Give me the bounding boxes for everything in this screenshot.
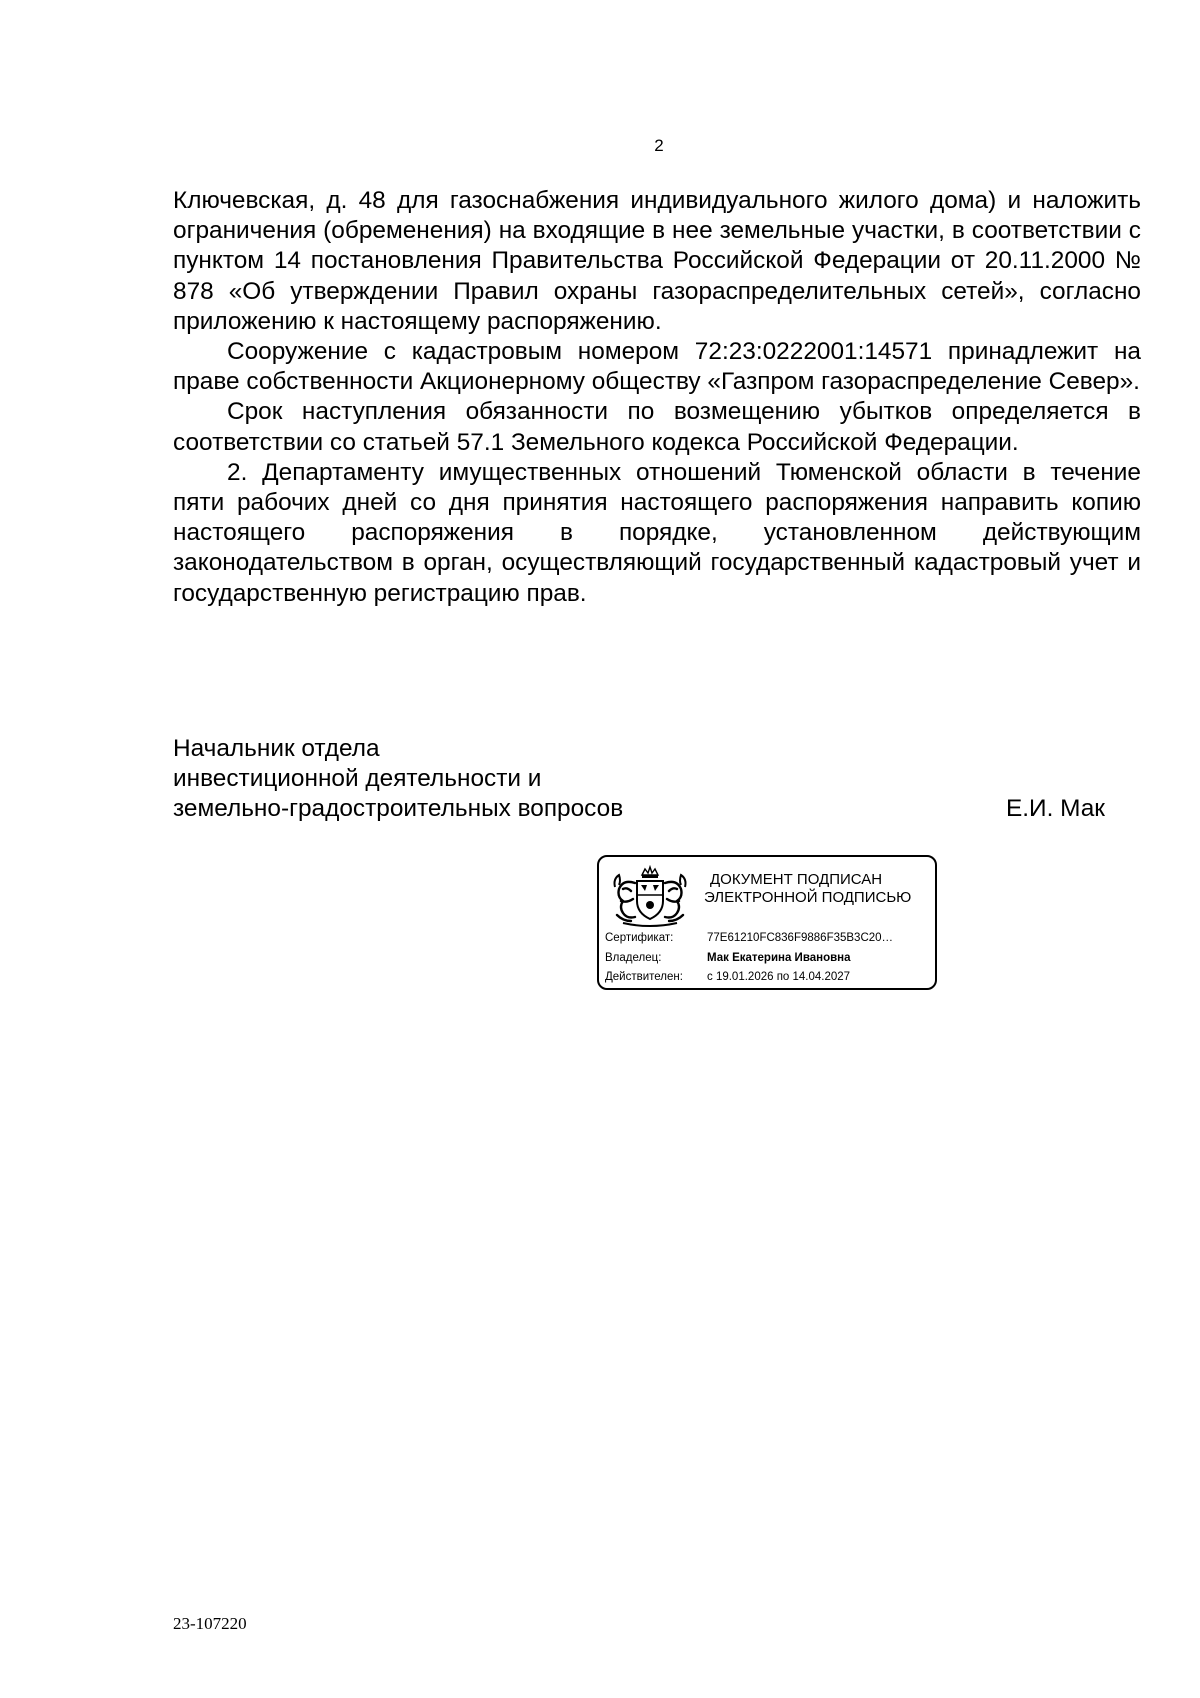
valid-label: Действителен:: [605, 971, 683, 983]
position-line-3: земельно-градостроительных вопросов: [173, 795, 624, 823]
paragraph-item-2: 2. Департаменту имущественных отношений Тюменской области в течение пяти рабочих дней со дня принятия настоящего распоряжения направить копию настоящего распоряжения в порядке, установленном действующим законодательством в орган, осуществляющий государственный кадастровый учет и государственную регистрацию прав.: [173, 458, 1141, 607]
valid-value: с 19.01.2026 по 14.04.2027: [707, 971, 851, 983]
certificate-label: Сертификат:: [605, 932, 674, 944]
stamp-certificate-row: [605, 931, 893, 945]
paragraph-damages-term: Срок наступления обязанности по возмещению убытков определяется в соответствии со статьей 57.1 Земельного кодекса Российской Федерации.: [173, 398, 1141, 456]
position-line-2: инвестиционной деятельности и: [173, 765, 542, 793]
certificate-value: 77E61210FC836F9886F35B3C20…: [707, 932, 894, 944]
stamp-owner-row: [605, 951, 851, 965]
position-line-1: Начальник отдела: [173, 735, 380, 762]
paragraph-continuation: Ключевская, д. 48 для газоснабжения индивидуального жилого дома) и наложить ограничения (обременения) на входящие в нее земельные участки, в соответствии с пунктом 14 постановления Правительства Российской Федерации от 20.11.2000 № 878 «Об утверждении Правил охраны газораспределительных сетей», согласно приложению к настоящему распоряжению.: [173, 187, 1141, 335]
coat-of-arms-icon: [609, 865, 691, 929]
document-code: 23-107220: [173, 1614, 247, 1633]
stamp-title-line-2: ЭЛЕКТРОННОЙ ПОДПИСЬЮ: [704, 889, 912, 906]
stamp-validity-row: [605, 970, 850, 984]
document-body: [173, 186, 1141, 609]
stamp-title-line-1: ДОКУМЕНТ ПОДПИСАН: [710, 871, 883, 888]
signatory-position: [173, 734, 1123, 825]
stamp-title: [704, 871, 911, 907]
signatory-name: Е.И. Мак: [1006, 795, 1105, 822]
electronic-signature-stamp: [597, 855, 937, 990]
page-number: 2: [654, 136, 664, 155]
owner-value: Мак Екатерина Ивановна: [707, 952, 851, 964]
paragraph-ownership: Сооружение с кадастровым номером 72:23:0222001:14571 принадлежит на праве собственности Акционерному обществу «Газпром газораспределение Север».: [173, 338, 1141, 396]
owner-label: Владелец:: [605, 952, 662, 964]
